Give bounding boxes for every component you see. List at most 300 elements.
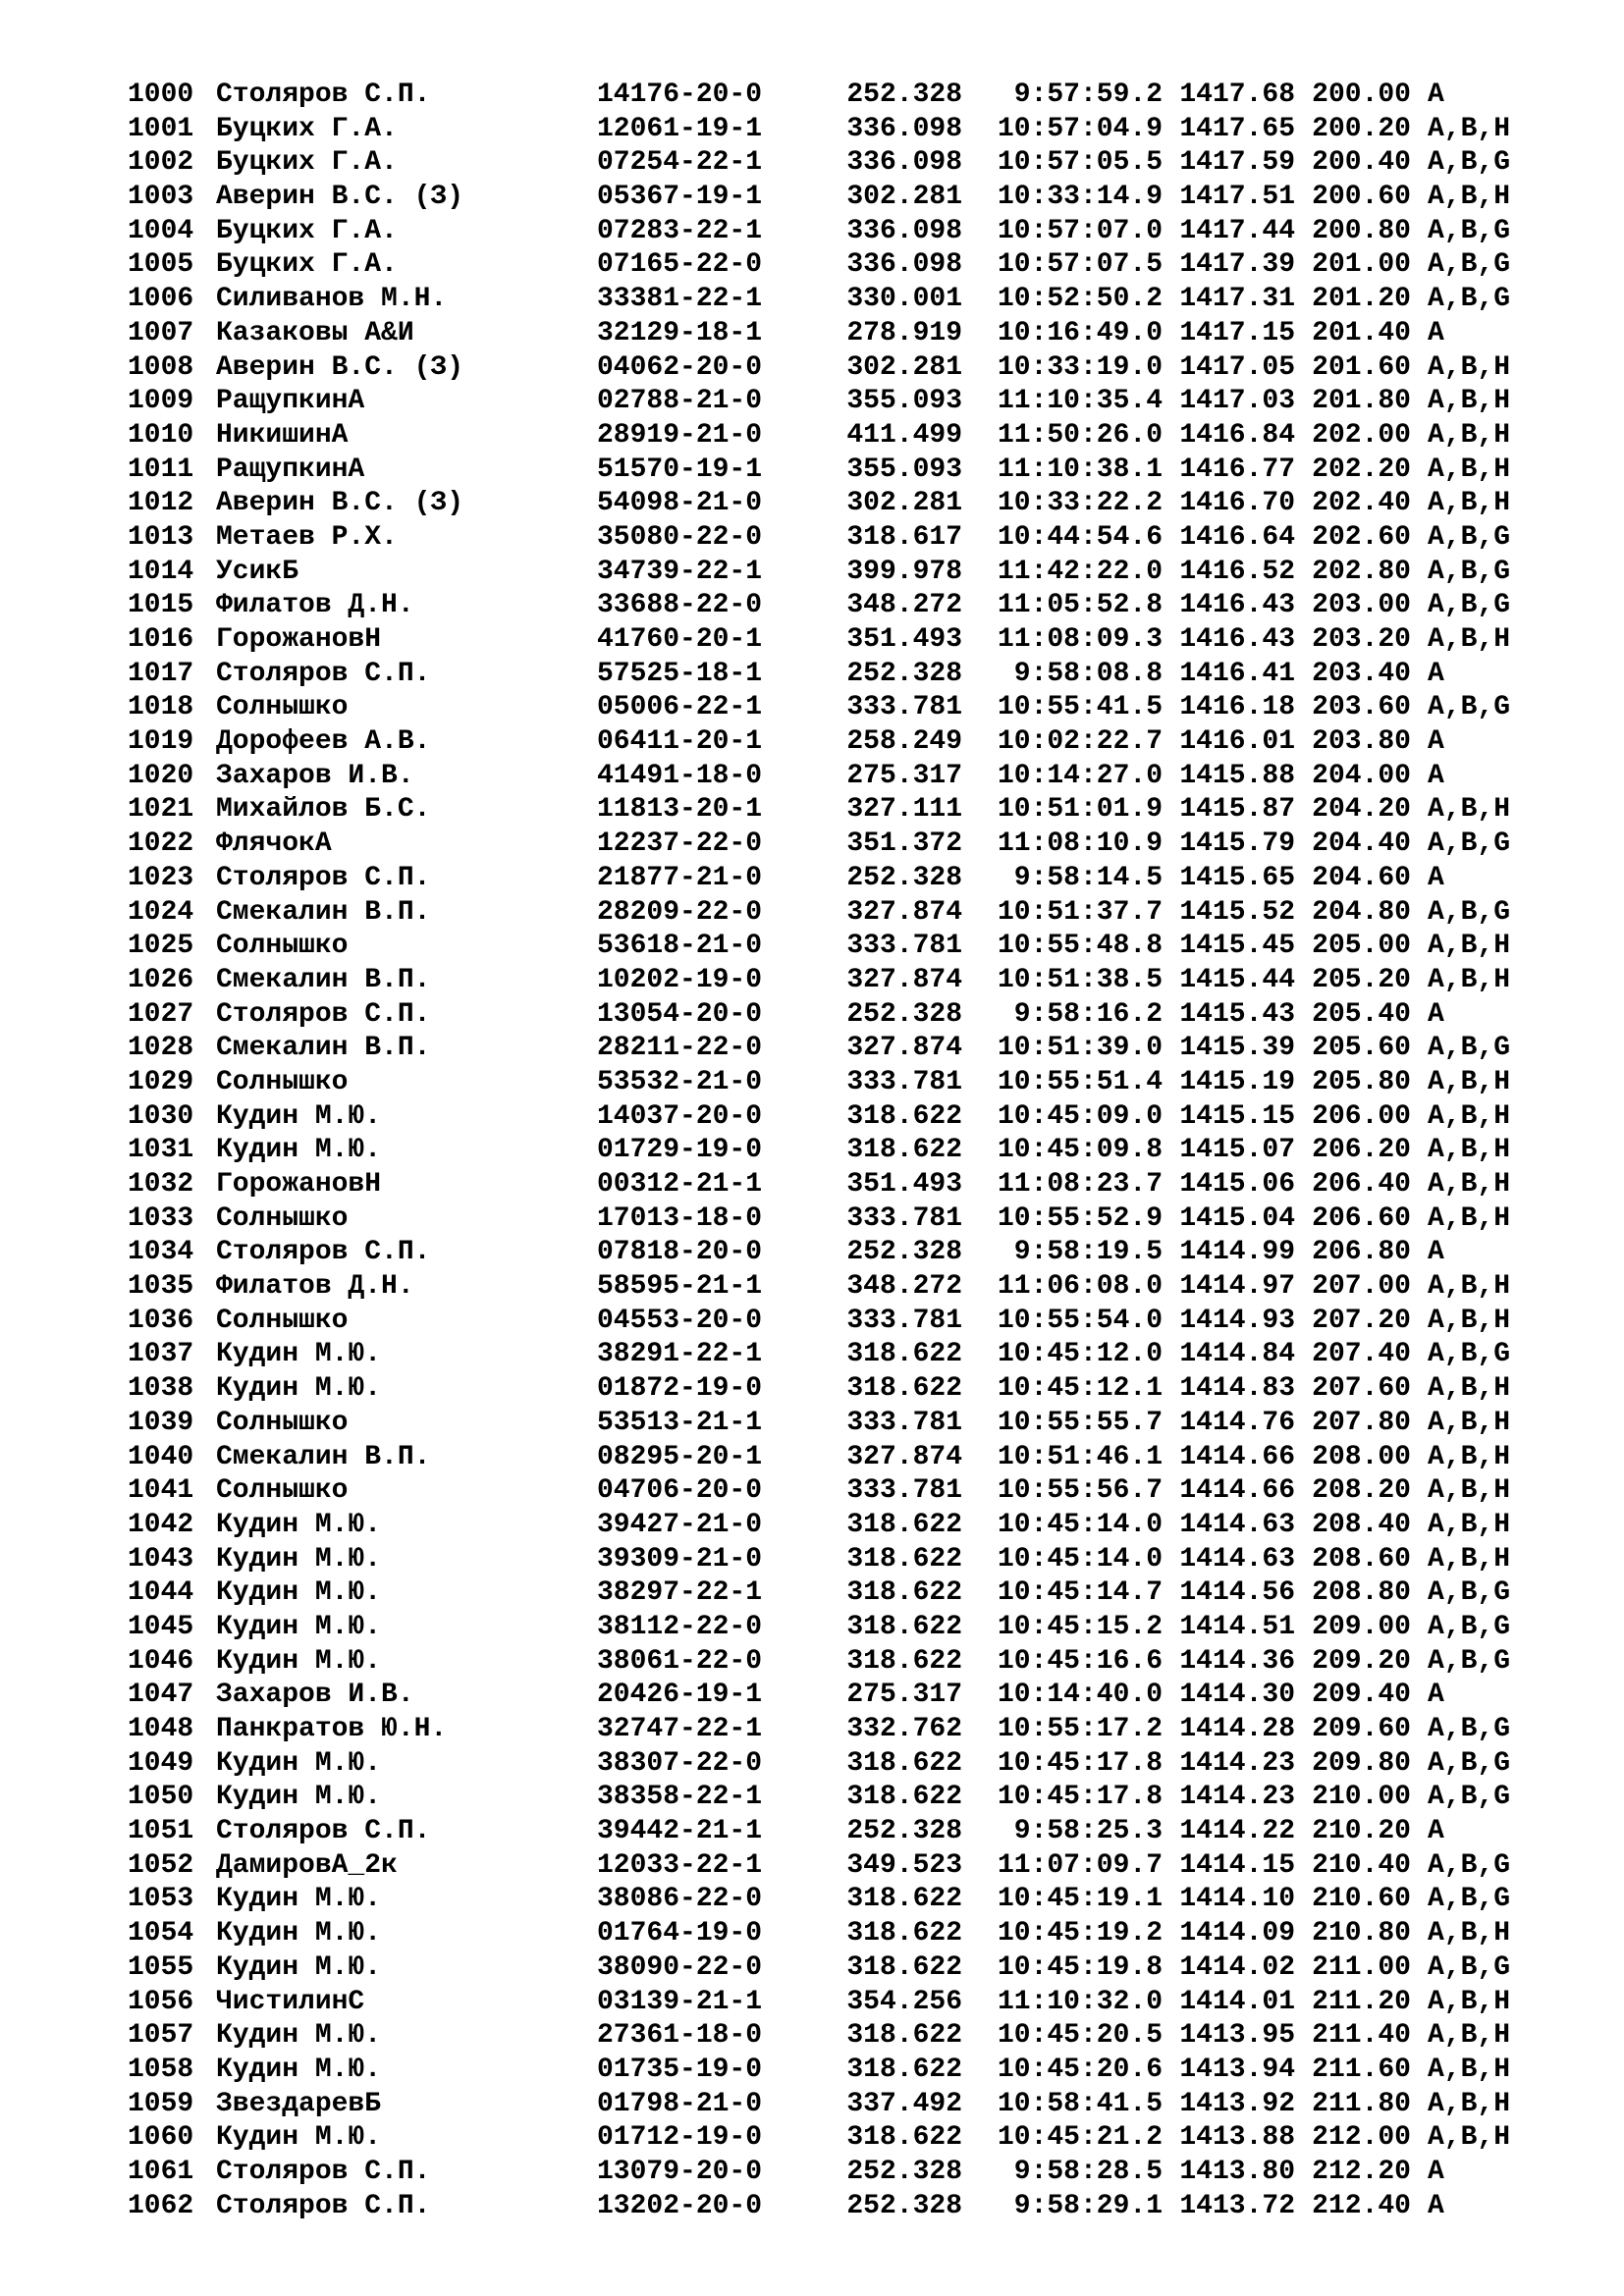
arrival-time: 10:45:14.0 xyxy=(997,1543,1163,1575)
distance: 318.622 xyxy=(846,1543,962,1575)
table-row xyxy=(128,181,1581,215)
ring-number: 05006-22-1 xyxy=(597,692,763,723)
fancier-name: Панкратов Ю.Н. xyxy=(216,1714,448,1744)
place-number: 1003 xyxy=(128,182,194,213)
ring-number: 12033-22-1 xyxy=(597,1849,763,1881)
classes: A,B,G xyxy=(1428,1884,1511,1915)
table-row xyxy=(128,1441,1581,1475)
speed: 1414.66 xyxy=(1179,1441,1295,1472)
arrival-time: 10:45:09.8 xyxy=(997,1135,1163,1166)
speed: 1414.23 xyxy=(1179,1747,1295,1779)
speed: 1414.22 xyxy=(1179,1816,1295,1847)
distance: 336.098 xyxy=(846,147,962,179)
distance: 336.098 xyxy=(846,215,962,246)
table-row xyxy=(128,1883,1581,1917)
speed: 1414.10 xyxy=(1179,1884,1295,1915)
ring-number: 38112-22-0 xyxy=(597,1611,763,1642)
classes: A,B,H xyxy=(1428,1373,1511,1405)
classes: A,B,G xyxy=(1428,1714,1511,1744)
distance: 336.098 xyxy=(846,249,962,281)
points: 202.00 xyxy=(1312,419,1411,451)
results-table xyxy=(128,79,1581,2223)
classes: A,B,G xyxy=(1428,1849,1511,1881)
classes: A,B,H xyxy=(1428,931,1511,962)
distance: 337.492 xyxy=(846,2088,962,2119)
arrival-time: 10:55:17.2 xyxy=(997,1714,1163,1744)
fancier-name: Дорофеев А.В. xyxy=(216,726,431,758)
fancier-name: Кудин М.Ю. xyxy=(216,1611,382,1642)
place-number: 1020 xyxy=(128,760,194,791)
speed: 1414.28 xyxy=(1179,1714,1295,1744)
place-number: 1005 xyxy=(128,249,194,281)
classes: A xyxy=(1428,862,1444,893)
table-row xyxy=(128,658,1581,692)
ring-number: 06411-20-1 xyxy=(597,726,763,758)
speed: 1414.09 xyxy=(1179,1918,1295,1949)
points: 211.60 xyxy=(1312,2054,1411,2085)
arrival-time: 10:44:54.6 xyxy=(997,521,1163,553)
classes: A,B,H xyxy=(1428,113,1511,144)
table-row xyxy=(128,1576,1581,1611)
table-row xyxy=(128,964,1581,998)
distance: 318.622 xyxy=(846,1782,962,1813)
distance: 333.781 xyxy=(846,1202,962,1234)
place-number: 1045 xyxy=(128,1611,194,1642)
table-row xyxy=(128,419,1581,454)
place-number: 1001 xyxy=(128,113,194,144)
points: 210.40 xyxy=(1312,1849,1411,1881)
classes: A,B,H xyxy=(1428,624,1511,655)
distance: 252.328 xyxy=(846,2190,962,2221)
arrival-time: 10:45:12.1 xyxy=(997,1373,1163,1405)
fancier-name: РащупкинА xyxy=(216,386,365,417)
arrival-time: 10:02:22.7 xyxy=(997,726,1163,758)
speed: 1415.52 xyxy=(1179,896,1295,928)
fancier-name: Столяров С.П. xyxy=(216,998,431,1030)
speed: 1413.88 xyxy=(1179,2122,1295,2154)
ring-number: 35080-22-0 xyxy=(597,521,763,553)
speed: 1416.77 xyxy=(1179,454,1295,485)
place-number: 1000 xyxy=(128,80,194,110)
classes: A,B,G xyxy=(1428,1645,1511,1677)
points: 207.60 xyxy=(1312,1373,1411,1405)
points: 204.80 xyxy=(1312,896,1411,928)
place-number: 1014 xyxy=(128,556,194,587)
points: 200.20 xyxy=(1312,113,1411,144)
speed: 1414.15 xyxy=(1179,1849,1295,1881)
ring-number: 12061-19-1 xyxy=(597,113,763,144)
ring-number: 03139-21-1 xyxy=(597,1986,763,2017)
classes: A,B,H xyxy=(1428,2088,1511,2119)
place-number: 1032 xyxy=(128,1169,194,1200)
table-row xyxy=(128,1372,1581,1407)
points: 200.40 xyxy=(1312,147,1411,179)
table-row xyxy=(128,248,1581,283)
place-number: 1049 xyxy=(128,1747,194,1779)
classes: A xyxy=(1428,2156,1444,2187)
distance: 318.622 xyxy=(846,1747,962,1779)
speed: 1415.19 xyxy=(1179,1066,1295,1097)
distance: 354.256 xyxy=(846,1986,962,2017)
speed: 1417.51 xyxy=(1179,182,1295,213)
ring-number: 58595-21-1 xyxy=(597,1271,763,1303)
distance: 318.622 xyxy=(846,2020,962,2052)
arrival-time: 9:58:25.3 xyxy=(1013,1816,1163,1847)
points: 209.20 xyxy=(1312,1645,1411,1677)
speed: 1415.79 xyxy=(1179,828,1295,860)
ring-number: 17013-18-0 xyxy=(597,1202,763,1234)
ring-number: 01872-19-0 xyxy=(597,1373,763,1405)
ring-number: 41491-18-0 xyxy=(597,760,763,791)
place-number: 1027 xyxy=(128,998,194,1030)
classes: A,B,G xyxy=(1428,1951,1511,1983)
place-number: 1046 xyxy=(128,1645,194,1677)
fancier-name: Захаров И.В. xyxy=(216,1680,414,1711)
ring-number: 33688-22-0 xyxy=(597,590,763,621)
fancier-name: Солнышко xyxy=(216,1305,349,1336)
place-number: 1008 xyxy=(128,351,194,383)
table-row xyxy=(128,998,1581,1033)
points: 203.60 xyxy=(1312,692,1411,723)
ring-number: 01735-19-0 xyxy=(597,2054,763,2085)
fancier-name: Кудин М.Ю. xyxy=(216,1543,382,1575)
points: 202.40 xyxy=(1312,488,1411,519)
place-number: 1053 xyxy=(128,1884,194,1915)
arrival-time: 11:10:38.1 xyxy=(997,454,1163,485)
fancier-name: Смекалин В.П. xyxy=(216,1441,431,1472)
place-number: 1059 xyxy=(128,2088,194,2119)
speed: 1417.15 xyxy=(1179,317,1295,348)
points: 208.00 xyxy=(1312,1441,1411,1472)
distance: 355.093 xyxy=(846,454,962,485)
distance: 252.328 xyxy=(846,80,962,110)
fancier-name: ЧистилинС xyxy=(216,1986,365,2017)
classes: A xyxy=(1428,760,1444,791)
speed: 1413.92 xyxy=(1179,2088,1295,2119)
distance: 318.622 xyxy=(846,1373,962,1405)
classes: A,B,H xyxy=(1428,182,1511,213)
table-row xyxy=(128,896,1581,931)
distance: 327.874 xyxy=(846,1441,962,1472)
ring-number: 33381-22-1 xyxy=(597,284,763,315)
distance: 399.978 xyxy=(846,556,962,587)
classes: A,B,H xyxy=(1428,2054,1511,2085)
place-number: 1015 xyxy=(128,590,194,621)
distance: 327.874 xyxy=(846,964,962,995)
place-number: 1039 xyxy=(128,1407,194,1438)
arrival-time: 9:58:08.8 xyxy=(1013,658,1163,689)
arrival-time: 11:06:08.0 xyxy=(997,1271,1163,1303)
table-row xyxy=(128,317,1581,351)
ring-number: 53618-21-0 xyxy=(597,931,763,962)
place-number: 1011 xyxy=(128,454,194,485)
points: 206.00 xyxy=(1312,1100,1411,1132)
arrival-time: 10:55:48.8 xyxy=(997,931,1163,962)
classes: A,B,G xyxy=(1428,896,1511,928)
table-row xyxy=(128,1543,1581,1577)
fancier-name: Солнышко xyxy=(216,1202,349,1234)
arrival-time: 10:55:52.9 xyxy=(997,1202,1163,1234)
arrival-time: 11:50:26.0 xyxy=(997,419,1163,451)
distance: 252.328 xyxy=(846,862,962,893)
classes: A xyxy=(1428,658,1444,689)
table-row xyxy=(128,385,1581,419)
ring-number: 38090-22-0 xyxy=(597,1951,763,1983)
arrival-time: 10:45:14.0 xyxy=(997,1509,1163,1540)
place-number: 1036 xyxy=(128,1305,194,1336)
ring-number: 21877-21-0 xyxy=(597,862,763,893)
distance: 252.328 xyxy=(846,1816,962,1847)
fancier-name: РащупкинА xyxy=(216,454,365,485)
place-number: 1030 xyxy=(128,1100,194,1132)
arrival-time: 10:51:39.0 xyxy=(997,1033,1163,1064)
table-row xyxy=(128,1305,1581,1339)
table-row xyxy=(128,113,1581,147)
speed: 1414.63 xyxy=(1179,1509,1295,1540)
distance: 330.001 xyxy=(846,284,962,315)
arrival-time: 10:55:56.7 xyxy=(997,1475,1163,1507)
place-number: 1024 xyxy=(128,896,194,928)
arrival-time: 10:45:15.2 xyxy=(997,1611,1163,1642)
fancier-name: Кудин М.Ю. xyxy=(216,1884,382,1915)
speed: 1414.84 xyxy=(1179,1339,1295,1370)
fancier-name: Солнышко xyxy=(216,692,349,723)
points: 209.80 xyxy=(1312,1747,1411,1779)
points: 200.80 xyxy=(1312,215,1411,246)
points: 207.00 xyxy=(1312,1271,1411,1303)
points: 209.00 xyxy=(1312,1611,1411,1642)
place-number: 1013 xyxy=(128,521,194,553)
arrival-time: 9:57:59.2 xyxy=(1013,80,1163,110)
classes: A,B,G xyxy=(1428,1747,1511,1779)
place-number: 1060 xyxy=(128,2122,194,2154)
distance: 333.781 xyxy=(846,692,962,723)
table-row xyxy=(128,1679,1581,1713)
place-number: 1031 xyxy=(128,1135,194,1166)
fancier-name: Аверин В.С. (З) xyxy=(216,182,464,213)
ring-number: 28211-22-0 xyxy=(597,1033,763,1064)
place-number: 1061 xyxy=(128,2156,194,2187)
points: 208.40 xyxy=(1312,1509,1411,1540)
table-row xyxy=(128,793,1581,828)
classes: A,B,H xyxy=(1428,964,1511,995)
arrival-time: 10:55:55.7 xyxy=(997,1407,1163,1438)
ring-number: 07283-22-1 xyxy=(597,215,763,246)
points: 207.40 xyxy=(1312,1339,1411,1370)
points: 211.00 xyxy=(1312,1951,1411,1983)
distance: 318.622 xyxy=(846,1611,962,1642)
fancier-name: Буцких Г.А. xyxy=(216,215,398,246)
points: 201.20 xyxy=(1312,284,1411,315)
place-number: 1004 xyxy=(128,215,194,246)
place-number: 1025 xyxy=(128,931,194,962)
speed: 1413.80 xyxy=(1179,2156,1295,2187)
place-number: 1007 xyxy=(128,317,194,348)
fancier-name: Столяров С.П. xyxy=(216,1237,431,1268)
distance: 252.328 xyxy=(846,658,962,689)
fancier-name: Столяров С.П. xyxy=(216,862,431,893)
ring-number: 08295-20-1 xyxy=(597,1441,763,1472)
speed: 1414.93 xyxy=(1179,1305,1295,1336)
points: 200.60 xyxy=(1312,182,1411,213)
place-number: 1047 xyxy=(128,1680,194,1711)
table-row xyxy=(128,283,1581,317)
place-number: 1034 xyxy=(128,1237,194,1268)
arrival-time: 10:45:19.2 xyxy=(997,1918,1163,1949)
classes: A,B,H xyxy=(1428,1543,1511,1575)
table-row xyxy=(128,1032,1581,1066)
place-number: 1055 xyxy=(128,1951,194,1983)
arrival-time: 10:45:20.6 xyxy=(997,2054,1163,2085)
speed: 1415.87 xyxy=(1179,794,1295,826)
points: 211.40 xyxy=(1312,2020,1411,2052)
speed: 1413.72 xyxy=(1179,2190,1295,2221)
arrival-time: 9:58:28.5 xyxy=(1013,2156,1163,2187)
table-row xyxy=(128,1474,1581,1509)
ring-number: 38086-22-0 xyxy=(597,1884,763,1915)
ring-number: 57525-18-1 xyxy=(597,658,763,689)
classes: A xyxy=(1428,726,1444,758)
speed: 1414.56 xyxy=(1179,1577,1295,1609)
fancier-name: ЗвездаревБ xyxy=(216,2088,382,2119)
arrival-time: 10:45:16.6 xyxy=(997,1645,1163,1677)
arrival-time: 10:33:22.2 xyxy=(997,488,1163,519)
fancier-name: Кудин М.Ю. xyxy=(216,1782,382,1813)
points: 207.80 xyxy=(1312,1407,1411,1438)
table-row xyxy=(128,862,1581,896)
classes: A,B,G xyxy=(1428,692,1511,723)
distance: 327.874 xyxy=(846,896,962,928)
table-row xyxy=(128,1066,1581,1100)
distance: 349.523 xyxy=(846,1849,962,1881)
classes: A,B,H xyxy=(1428,1986,1511,2017)
speed: 1414.83 xyxy=(1179,1373,1295,1405)
speed: 1414.30 xyxy=(1179,1680,1295,1711)
fancier-name: Столяров С.П. xyxy=(216,2190,431,2221)
table-row xyxy=(128,1236,1581,1270)
ring-number: 28209-22-0 xyxy=(597,896,763,928)
classes: A,B,H xyxy=(1428,1066,1511,1097)
fancier-name: Смекалин В.П. xyxy=(216,964,431,995)
ring-number: 38061-22-0 xyxy=(597,1645,763,1677)
distance: 411.499 xyxy=(846,419,962,451)
points: 212.40 xyxy=(1312,2190,1411,2221)
place-number: 1048 xyxy=(128,1714,194,1744)
speed: 1415.88 xyxy=(1179,760,1295,791)
speed: 1414.23 xyxy=(1179,1782,1295,1813)
speed: 1413.94 xyxy=(1179,2054,1295,2085)
points: 212.00 xyxy=(1312,2122,1411,2154)
classes: A xyxy=(1428,998,1444,1030)
fancier-name: Кудин М.Ю. xyxy=(216,1918,382,1949)
points: 208.60 xyxy=(1312,1543,1411,1575)
points: 209.60 xyxy=(1312,1714,1411,1744)
speed: 1414.63 xyxy=(1179,1543,1295,1575)
arrival-time: 10:45:14.7 xyxy=(997,1577,1163,1609)
arrival-time: 10:33:14.9 xyxy=(997,182,1163,213)
distance: 252.328 xyxy=(846,1237,962,1268)
ring-number: 39427-21-0 xyxy=(597,1509,763,1540)
arrival-time: 10:57:07.5 xyxy=(997,249,1163,281)
arrival-time: 10:45:17.8 xyxy=(997,1782,1163,1813)
table-row xyxy=(128,1781,1581,1815)
points: 210.60 xyxy=(1312,1884,1411,1915)
classes: A,B,H xyxy=(1428,1407,1511,1438)
fancier-name: Кудин М.Ю. xyxy=(216,2054,382,2085)
classes: A,B,H xyxy=(1428,419,1511,451)
points: 200.00 xyxy=(1312,80,1411,110)
place-number: 1054 xyxy=(128,1918,194,1949)
speed: 1417.05 xyxy=(1179,351,1295,383)
table-row xyxy=(128,1100,1581,1135)
fancier-name: Филатов Д.Н. xyxy=(216,1271,414,1303)
speed: 1414.36 xyxy=(1179,1645,1295,1677)
distance: 327.111 xyxy=(846,794,962,826)
speed: 1416.41 xyxy=(1179,658,1295,689)
ring-number: 07818-20-0 xyxy=(597,1237,763,1268)
classes: A xyxy=(1428,2190,1444,2221)
classes: A,B,H xyxy=(1428,2020,1511,2052)
place-number: 1042 xyxy=(128,1509,194,1540)
fancier-name: Буцких Г.А. xyxy=(216,249,398,281)
fancier-name: Казаковы А&И xyxy=(216,317,414,348)
ring-number: 39309-21-0 xyxy=(597,1543,763,1575)
classes: A xyxy=(1428,1237,1444,1268)
ring-number: 02788-21-0 xyxy=(597,386,763,417)
speed: 1414.02 xyxy=(1179,1951,1295,1983)
table-row xyxy=(128,351,1581,386)
fancier-name: Кудин М.Ю. xyxy=(216,1951,382,1983)
points: 202.80 xyxy=(1312,556,1411,587)
place-number: 1057 xyxy=(128,2020,194,2052)
arrival-time: 10:33:19.0 xyxy=(997,351,1163,383)
speed: 1417.03 xyxy=(1179,386,1295,417)
table-row xyxy=(128,1951,1581,1986)
place-number: 1002 xyxy=(128,147,194,179)
distance: 318.622 xyxy=(846,2122,962,2154)
ring-number: 01798-21-0 xyxy=(597,2088,763,2119)
speed: 1417.59 xyxy=(1179,147,1295,179)
points: 201.40 xyxy=(1312,317,1411,348)
table-row xyxy=(128,1270,1581,1305)
table-row xyxy=(128,760,1581,794)
table-row xyxy=(128,1986,1581,2020)
ring-number: 38307-22-0 xyxy=(597,1747,763,1779)
table-row xyxy=(128,1747,1581,1782)
distance: 302.281 xyxy=(846,351,962,383)
distance: 333.781 xyxy=(846,1305,962,1336)
points: 206.20 xyxy=(1312,1135,1411,1166)
points: 208.80 xyxy=(1312,1577,1411,1609)
distance: 333.781 xyxy=(846,1475,962,1507)
points: 208.20 xyxy=(1312,1475,1411,1507)
points: 210.00 xyxy=(1312,1782,1411,1813)
classes: A,B,H xyxy=(1428,1305,1511,1336)
speed: 1415.15 xyxy=(1179,1100,1295,1132)
speed: 1414.01 xyxy=(1179,1986,1295,2017)
points: 209.40 xyxy=(1312,1680,1411,1711)
arrival-time: 10:45:09.0 xyxy=(997,1100,1163,1132)
place-number: 1026 xyxy=(128,964,194,995)
speed: 1414.97 xyxy=(1179,1271,1295,1303)
points: 206.40 xyxy=(1312,1169,1411,1200)
speed: 1415.44 xyxy=(1179,964,1295,995)
distance: 332.762 xyxy=(846,1714,962,1744)
classes: A,B,G xyxy=(1428,828,1511,860)
place-number: 1033 xyxy=(128,1202,194,1234)
speed: 1414.51 xyxy=(1179,1611,1295,1642)
ring-number: 04553-20-0 xyxy=(597,1305,763,1336)
